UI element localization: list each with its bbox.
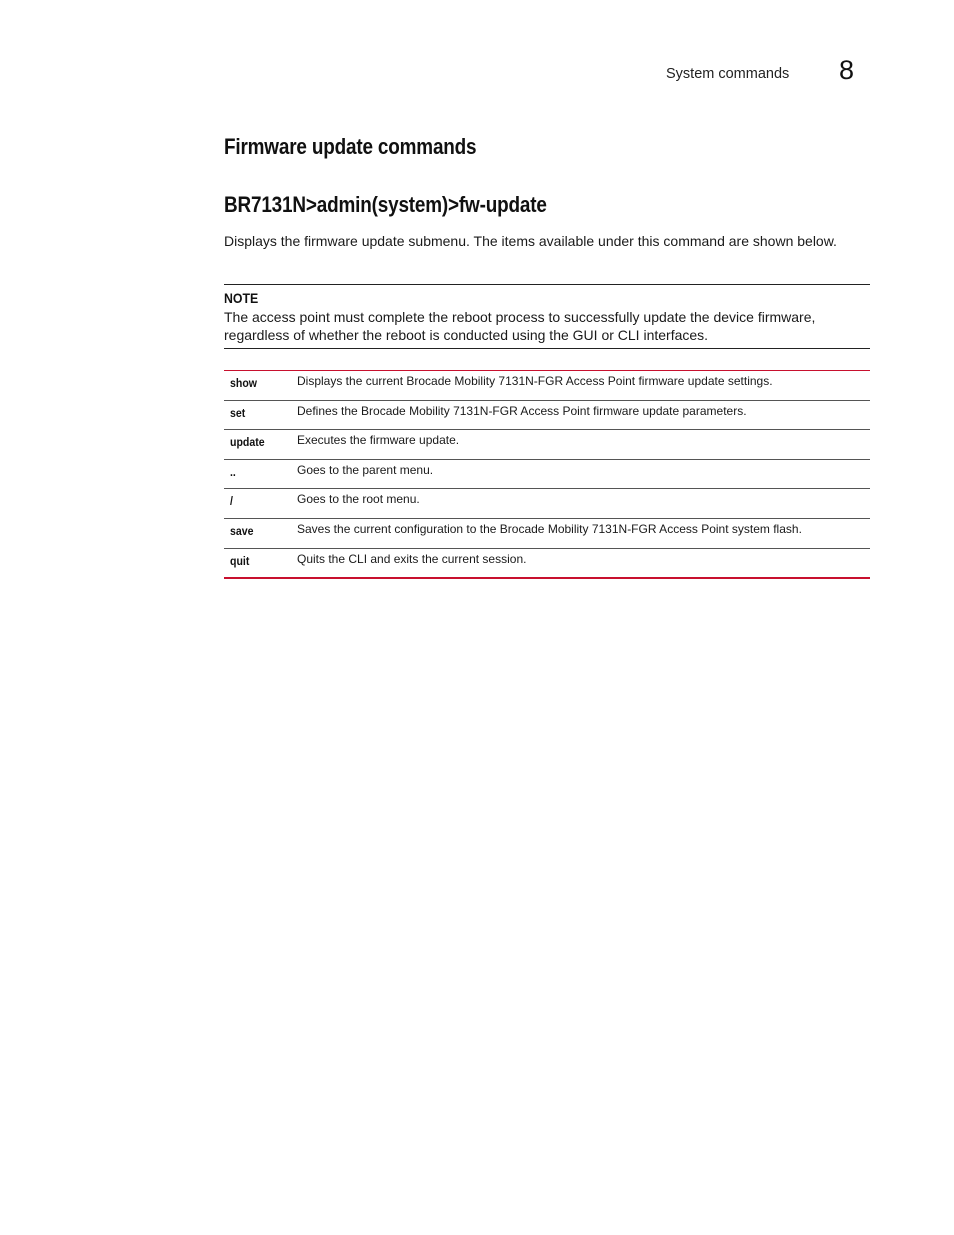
note-label: NOTE: [224, 290, 259, 306]
command-name-cell: [224, 430, 297, 460]
command-name-cell: [224, 548, 297, 578]
note-box: [224, 284, 870, 349]
command-table: [224, 370, 870, 579]
command-name: show: [230, 376, 257, 390]
command-name-cell: [224, 371, 297, 401]
note-text: The access point must complete the reboot process to successfully update the device firmware, regardless of whether the reboot is conducted using the GUI or CLI interfaces.: [224, 309, 816, 343]
command-description: Goes to the root menu.: [297, 492, 420, 507]
table-row: [224, 518, 870, 548]
command-name: update: [230, 435, 265, 450]
command-name: ..: [230, 464, 236, 479]
command-description: Quits the CLI and exits the current session.: [297, 551, 527, 566]
command-description: Displays the current Brocade Mobility 7131N-FGR Access Point firmware update settings.: [297, 374, 773, 388]
running-header-section: System commands: [666, 66, 790, 82]
running-header-chapter-number: 8: [839, 55, 855, 85]
command-description: Defines the Brocade Mobility 7131N-FGR Access Point firmware update parameters.: [297, 403, 747, 418]
command-description: Executes the firmware update.: [297, 433, 460, 448]
command-name-cell: [224, 459, 297, 489]
command-description: Saves the current configuration to the Brocade Mobility 7131N-FGR Access Point system flash.: [297, 521, 802, 536]
table-row: [224, 371, 870, 401]
command-description: Goes to the parent menu.: [297, 462, 434, 477]
section-title: Firmware update commands: [224, 134, 477, 159]
table-row: [224, 459, 870, 489]
table-row: [224, 548, 870, 578]
command-name: /: [230, 494, 233, 509]
command-name-cell: [224, 489, 297, 519]
command-name: save: [230, 523, 254, 538]
table-row: [224, 400, 870, 430]
command-name-cell: [224, 400, 297, 430]
command-name: set: [230, 405, 246, 420]
table-row: [224, 430, 870, 460]
command-title: BR7131N>admin(system)>fw-update: [224, 192, 547, 217]
table-row: [224, 489, 870, 519]
intro-paragraph: Displays the firmware update submenu. The items available under this command are shown below.: [224, 233, 837, 249]
command-name: quit: [230, 553, 250, 568]
command-name-cell: [224, 518, 297, 548]
